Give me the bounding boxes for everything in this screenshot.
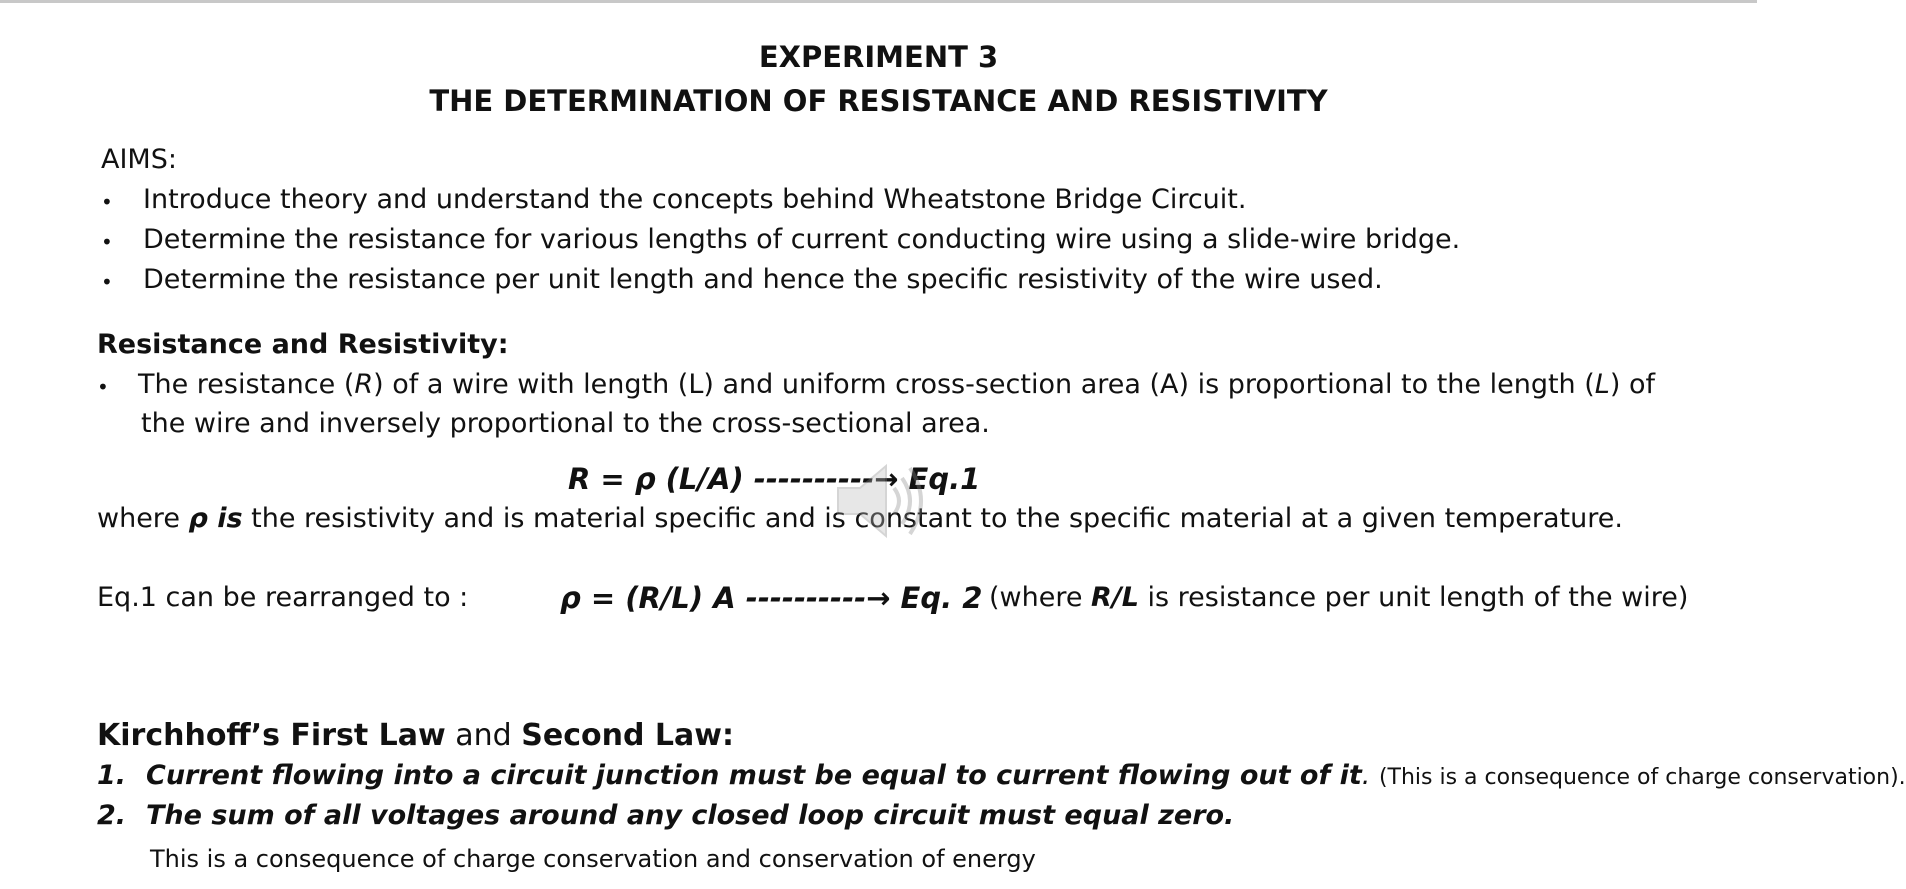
kirchhoff-first-law: Current flowing into a circuit junction must be equal to current flowing out of it. (This is a consequence of charge conservation). xyxy=(146,760,1906,791)
law-number: 2. xyxy=(97,800,127,831)
section-heading-resistance: Resistance and Resistivity: xyxy=(97,329,509,360)
bullet-icon: • xyxy=(97,375,109,399)
equation-2-note: (where R/L is resistance per unit length of the wire) xyxy=(989,582,1689,613)
equation-1: R = ρ (L/A) ----------→ Eq.1 xyxy=(568,462,981,496)
aim-item: Introduce theory and understand the concepts behind Wheatstone Bridge Circuit. xyxy=(143,184,1247,215)
bullet-icon: • xyxy=(101,230,113,254)
aims-heading: AIMS: xyxy=(101,144,177,175)
second-law-note: This is a consequence of charge conservation and conservation of energy xyxy=(150,845,1036,873)
equation-2: ρ = (R/L) A ----------→ Eq. 2 xyxy=(560,581,983,615)
top-border xyxy=(0,0,1757,3)
resistance-statement-line2: the wire and inversely proportional to the cross-sectional area. xyxy=(141,408,990,439)
aim-item: Determine the resistance for various lengths of current conducting wire using a slide-wire bridge. xyxy=(143,224,1461,255)
kirchhoff-second-law: The sum of all voltages around any closed loop circuit must equal zero. xyxy=(146,800,1235,831)
law-number: 1. xyxy=(97,760,127,791)
section-heading-kirchhoff: Kirchhoff’s First Law and Second Law: xyxy=(97,718,734,753)
speaker-icon[interactable] xyxy=(832,458,932,544)
rearranged-label: Eq.1 can be rearranged to : xyxy=(97,582,469,613)
aim-item: Determine the resistance per unit length and hence the specific resistivity of the wire used. xyxy=(143,264,1383,295)
page-title: THE DETERMINATION OF RESISTANCE AND RESISTIVITY xyxy=(429,84,1328,118)
resistivity-definition: where ρ is the resistivity and is material specific and is constant to the specific material at a given temperature. xyxy=(97,503,1623,534)
bullet-icon: • xyxy=(101,190,113,214)
experiment-number: EXPERIMENT 3 xyxy=(758,40,999,74)
bullet-icon: • xyxy=(101,270,113,294)
resistance-statement: The resistance (R) of a wire with length (L) and uniform cross-section area (A) is proportional to the length (L) of xyxy=(138,369,1655,400)
